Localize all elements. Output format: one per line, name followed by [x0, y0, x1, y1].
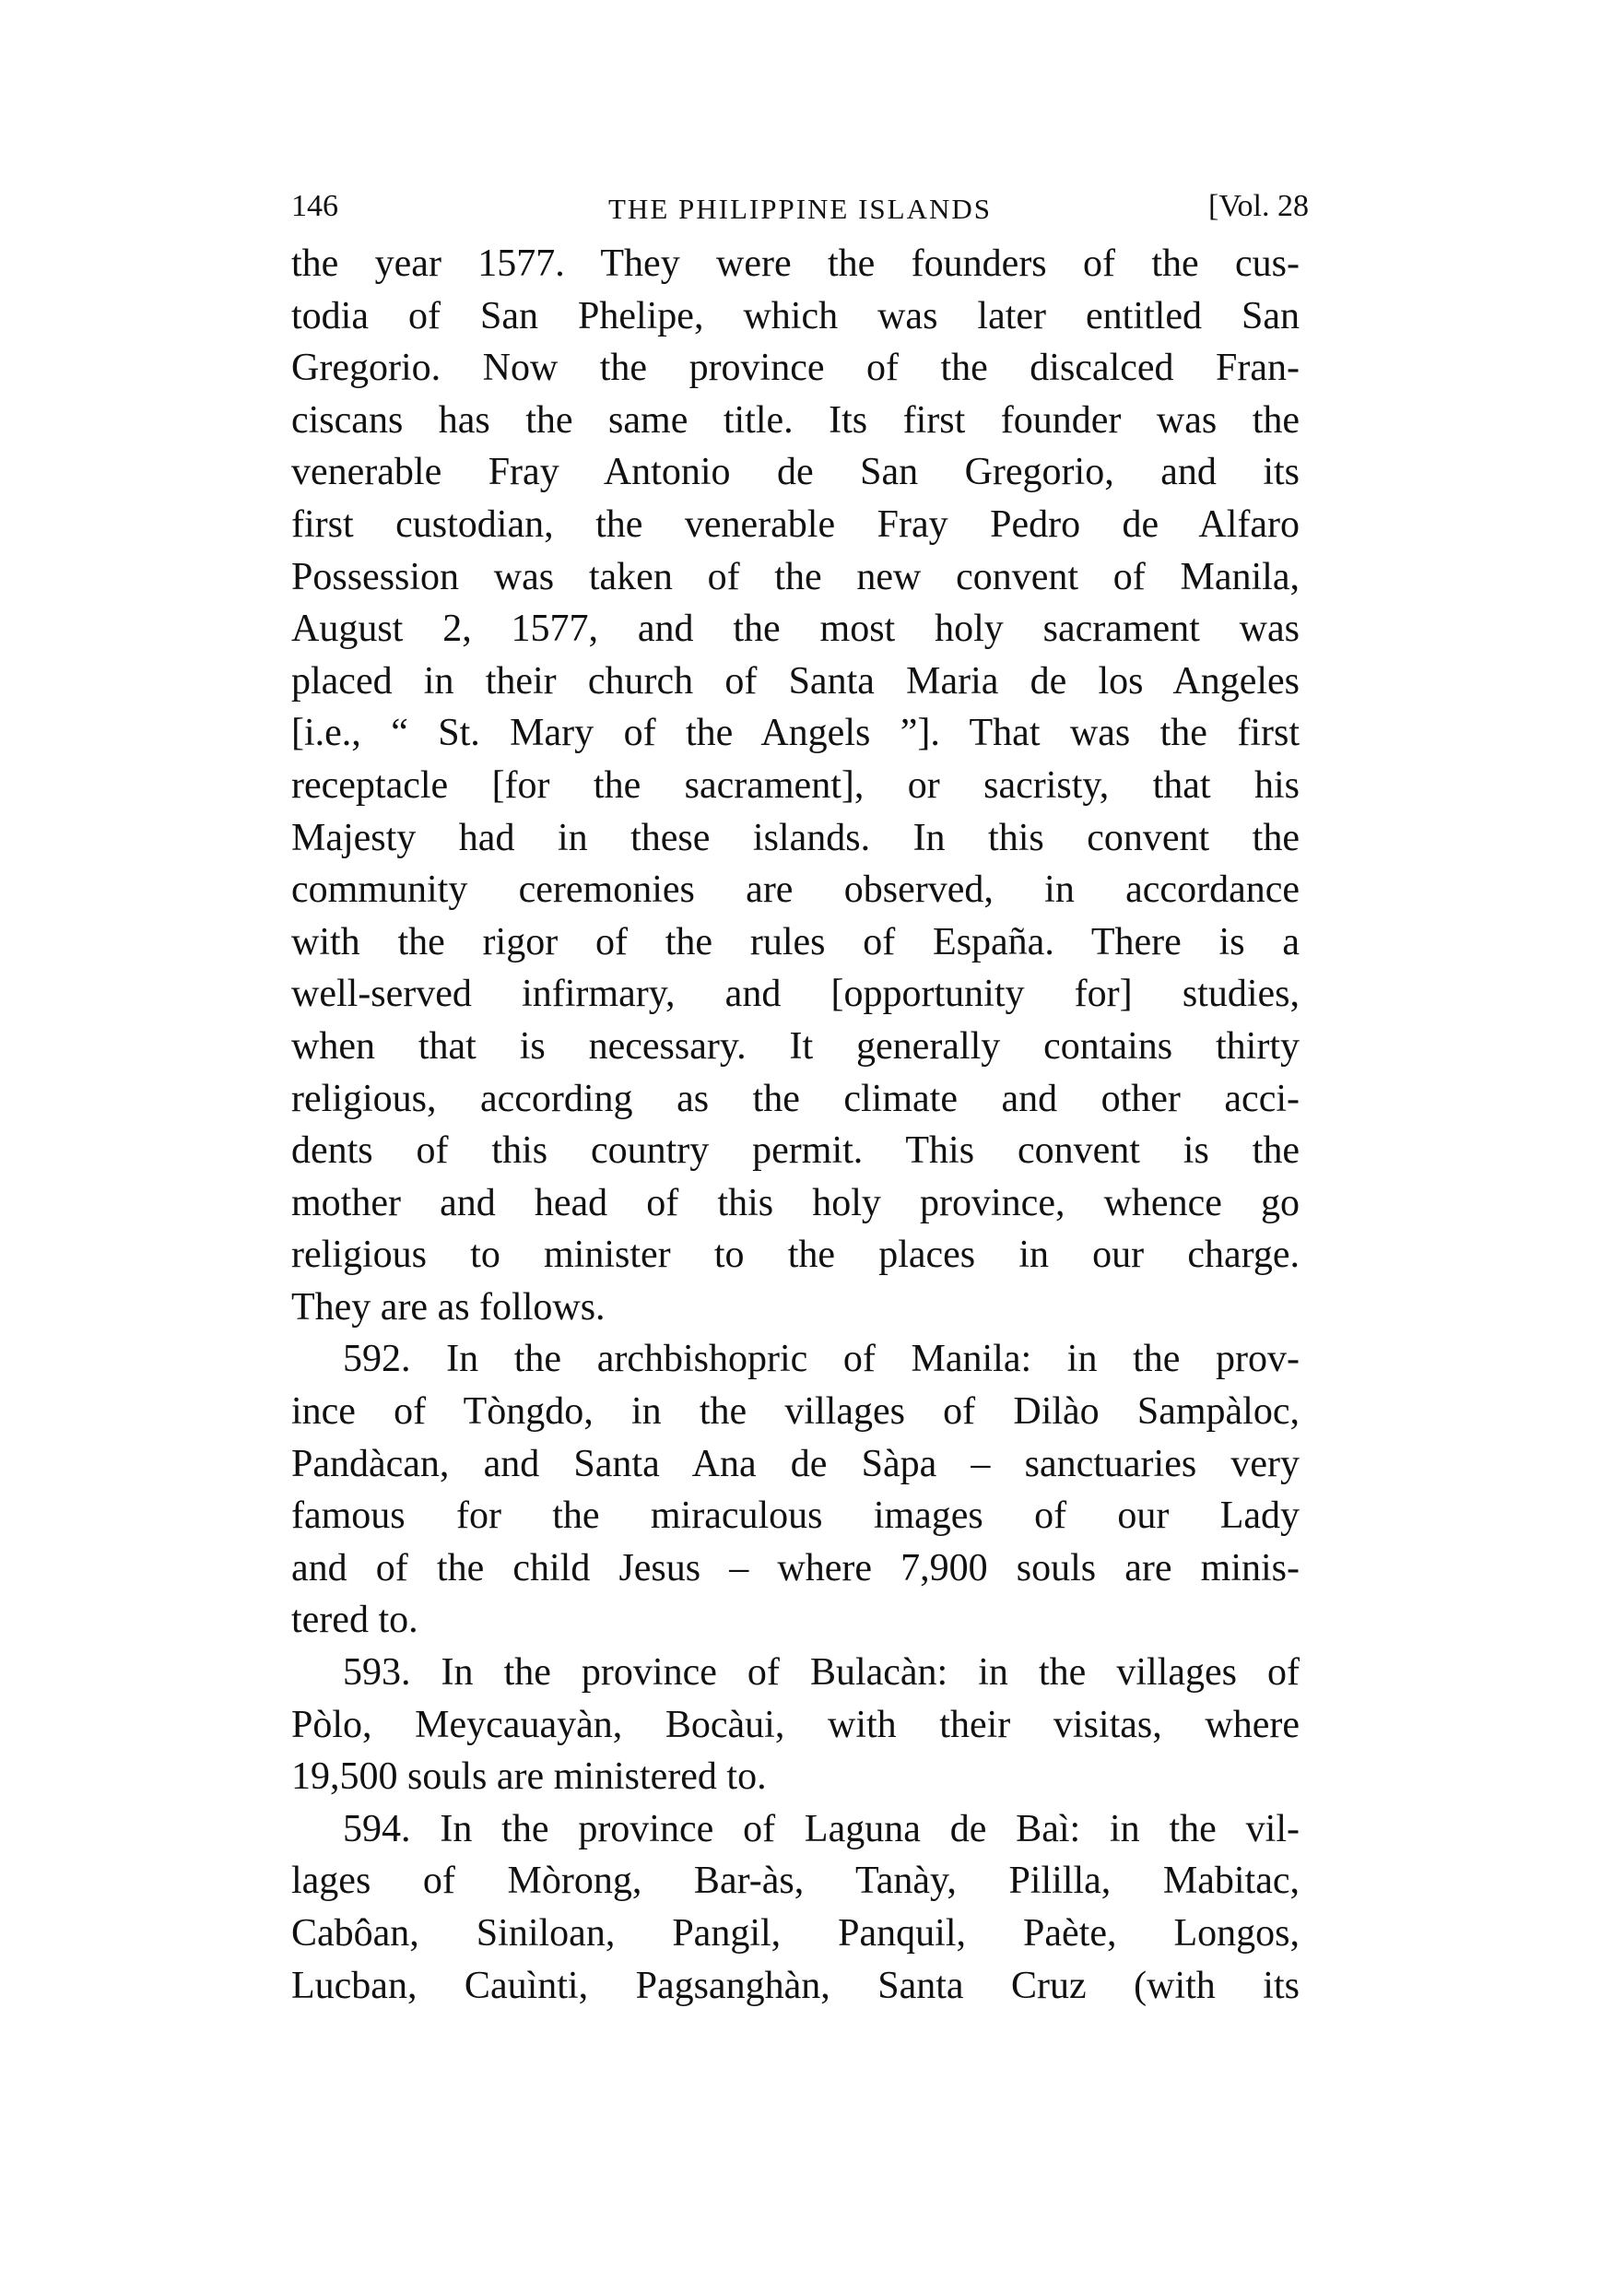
text-line: famous for the miraculous images of our Lady [291, 1494, 1300, 1538]
text-line: first custodian, the venerable Fray Pedro de Alfaro [291, 502, 1300, 546]
text-line: and of the child Jesus – where 7,900 souls are minis- [291, 1546, 1300, 1589]
body-text [291, 238, 1300, 2012]
text-line: lages of Mòrong, Bar-às, Tanày, Pililla, Mabitac, [291, 1860, 1300, 1903]
text-line: receptacle [for the sacrament], or sacristy, that his [291, 763, 1300, 807]
text-line: venerable Fray Antonio de San Gregorio, and its [291, 451, 1300, 494]
text-line: August 2, 1577, and the most holy sacrament was [291, 608, 1300, 651]
text-line: dents of this country permit. This convent is the [291, 1129, 1300, 1173]
text-line: 592. In the archbishopric of Manila: in the prov- [343, 1338, 1300, 1381]
text-line: community ceremonies are observed, in accordance [291, 868, 1300, 912]
text-line: well-served infirmary, and [opportunity for] studies, [291, 973, 1300, 1016]
text-line: tered to. [291, 1599, 418, 1642]
text-line: religious, according as the climate and other acci- [291, 1077, 1300, 1120]
text-line: todia of San Phelipe, which was later entitled San [291, 294, 1300, 337]
volume-label: [Vol. 28 [1208, 189, 1309, 223]
page-header [291, 189, 1309, 235]
text-line: religious to minister to the places in our charge. [291, 1234, 1300, 1277]
text-line: mother and head of this holy province, whence go [291, 1181, 1300, 1224]
text-line: ciscans has the same title. Its first founder was the [291, 398, 1300, 442]
text-line: 593. In the province of Bulacàn: in the villages of [343, 1651, 1300, 1695]
text-line: the year 1577. They were the founders of the cus- [291, 242, 1300, 285]
text-line: Pòlo, Meycauayàn, Bocàui, with their visitas, where [291, 1703, 1300, 1746]
page-number: 146 [291, 189, 338, 223]
text-line: when that is necessary. It generally contains thirty [291, 1024, 1300, 1068]
text-line: Gregorio. Now the province of the discalced Fran- [291, 347, 1300, 390]
text-line: 594. In the province of Laguna de Baì: in the vil- [343, 1807, 1300, 1850]
text-line: [i.e., “ St. Mary of the Angels ”]. That was the first [291, 712, 1300, 755]
text-line: Possession was taken of the new convent of Manila, [291, 555, 1300, 598]
text-line: Pandàcan, and Santa Ana de Sàpa – sanctuaries very [291, 1442, 1300, 1485]
text-line: Lucban, Cauìnti, Pagsanghàn, Santa Cruz (with its [291, 1964, 1300, 2007]
text-line: ince of Tòngdo, in the villages of Dilào Sampàloc, [291, 1390, 1300, 1434]
text-line: with the rigor of the rules of España. There is a [291, 920, 1300, 963]
text-line: 19,500 souls are ministered to. [291, 1755, 767, 1799]
text-line: They are as follows. [291, 1285, 606, 1329]
running-title: THE PHILIPPINE ISLANDS [608, 193, 992, 225]
text-line: Cabôan, Siniloan, Pangil, Panquil, Paète, Longos, [291, 1912, 1300, 1955]
text-line: Majesty had in these islands. In this convent the [291, 816, 1300, 859]
text-line: placed in their church of Santa Maria de los Angeles [291, 659, 1300, 703]
